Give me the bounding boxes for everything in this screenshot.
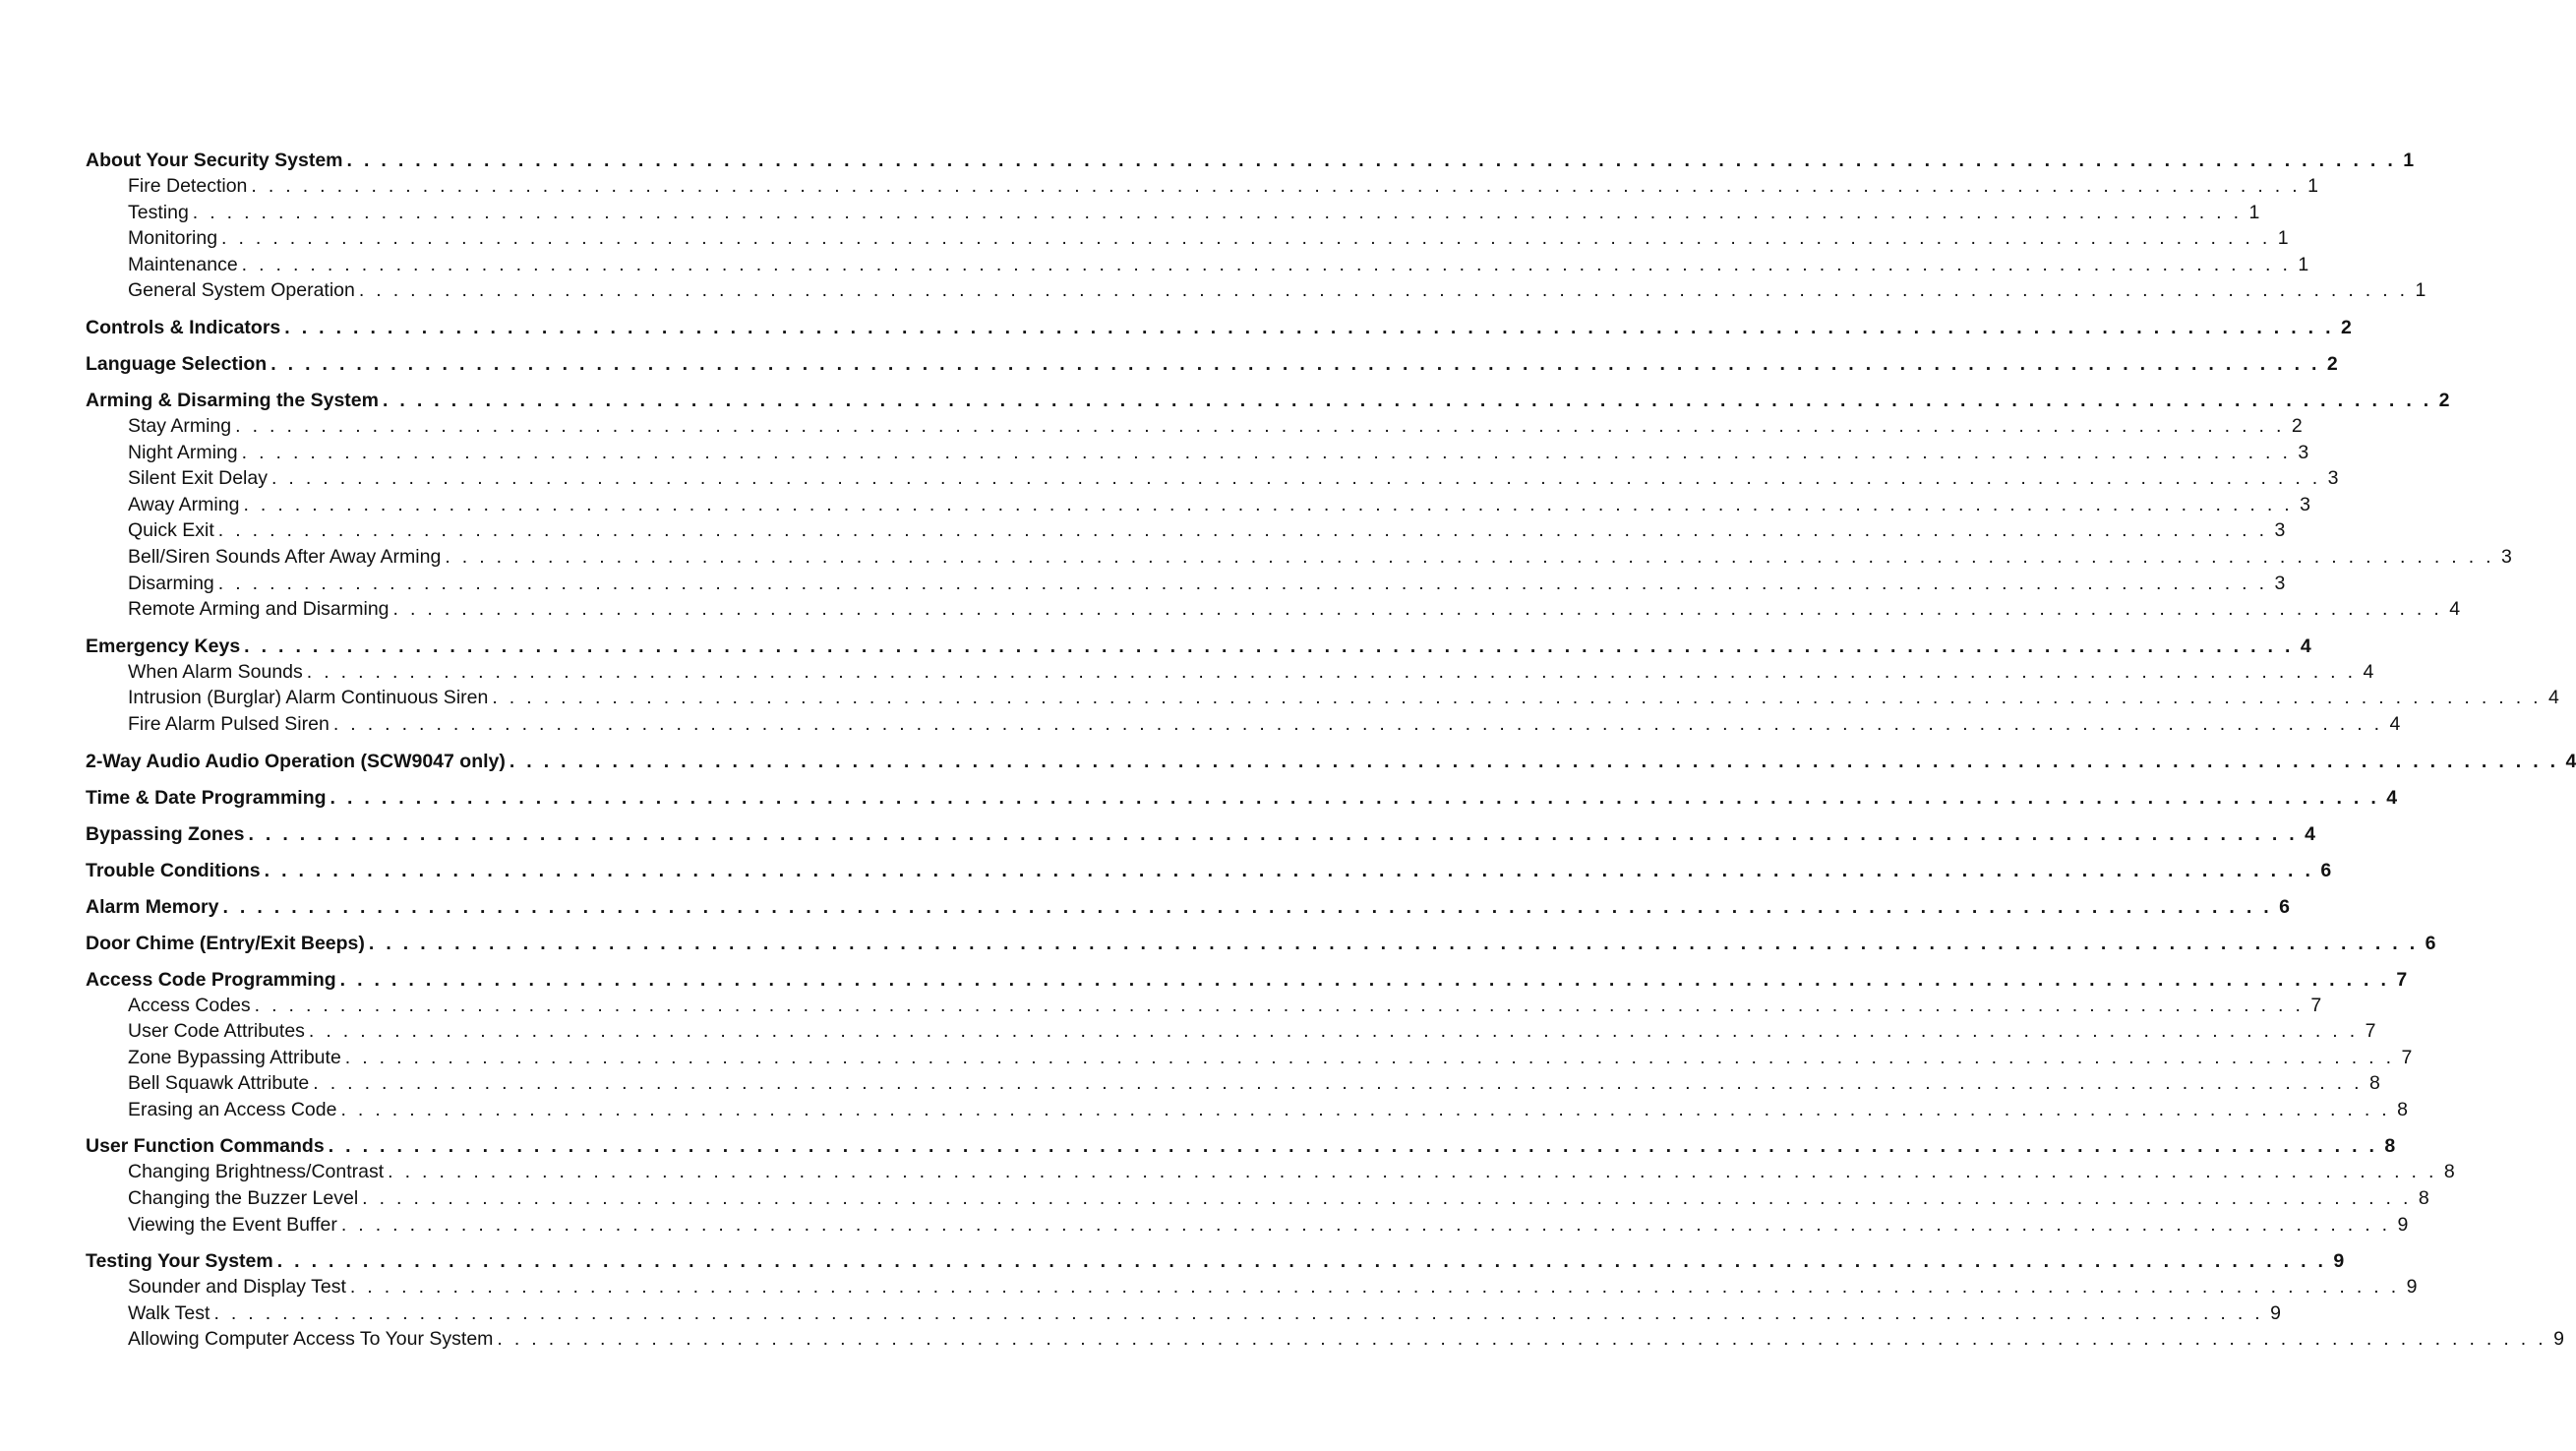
dot-leader: . . . . . . . . . . . . . . . . . . . . . . . . . . . . . . . . . . . . . . . . . . . . . . . . . . . . . . . . . . . . . . . . . . . . . . . . . . . . . . . . . . . . . . . . . . . . . . . . . . . . . . . . . . . . . . . . . . . . . . . .: [392, 598, 2443, 621]
toc-page-number: 4: [2386, 786, 2398, 809]
toc-entry-title: Bell/Siren Sounds After Away Arming: [128, 545, 442, 568]
toc-entry-title: Bypassing Zones: [86, 822, 245, 845]
toc-section-entry: [86, 967, 2408, 993]
toc-subsection-entry: [86, 1212, 2409, 1239]
toc-section-entry: [86, 858, 2332, 883]
toc-entry-title: When Alarm Sounds: [128, 660, 303, 683]
dot-leader: . . . . . . . . . . . . . . . . . . . . . . . . . . . . . . . . . . . . . . . . . . . . . . . . . . . . . . . . . . . . . . . . . . . . . . . . . . . . . . . . . . . . . . . . . . . . . . . . . . . . . . . . . . . . . . . . . . . . . . . .: [213, 1301, 2263, 1324]
toc-subsection-entry: [86, 659, 2374, 686]
toc-section-entry: [86, 1248, 2345, 1274]
toc-entry-title: Allowing Computer Access To Your System: [128, 1328, 494, 1351]
toc-page-number: 7: [2401, 1046, 2413, 1068]
toc-section: [86, 858, 2332, 883]
toc-entry-title: Stay Arming: [128, 414, 232, 437]
toc-entry-title: Changing Brightness/Contrast: [128, 1161, 385, 1183]
dot-leader: . . . . . . . . . . . . . . . . . . . . . . . . . . . . . . . . . . . . . . . . . . . . . . . . . . . . . . . . . . . . . . . . . . . . . . . . . . . . . . . . . . . . . . . . . . . . . . . . . . . . . . . . . . . . . . . . . . . . . . . .: [241, 441, 2292, 463]
toc-entry-title: Monitoring: [128, 227, 218, 250]
dot-leader: . . . . . . . . . . . . . . . . . . . . . . . . . . . . . . . . . . . . . . . . . . . . . . . . . . . . . . . . . . . . . . . . . . . . . . . . . . . . . . . . . . . . . . . . . . . . . . . . . . . . . . . . . . . . . . . . . . . . . . . .: [254, 994, 2305, 1016]
toc-subsection-entry: [86, 1185, 2429, 1212]
toc-entry-title: Testing Your System: [86, 1250, 273, 1273]
toc-entry-title: Away Arming: [128, 493, 240, 515]
toc-subsection-entry: [86, 685, 2559, 711]
toc-subsection-entry: [86, 1097, 2408, 1123]
toc-page-number: 4: [2305, 822, 2316, 845]
toc-section: [86, 967, 2413, 1123]
toc-subsection-entry: [86, 544, 2512, 571]
toc-page-number: 1: [2415, 279, 2426, 302]
toc-subsection-entry: [86, 440, 2309, 466]
dot-leader: . . . . . . . . . . . . . . . . . . . . . . . . . . . . . . . . . . . . . . . . . . . . . . . . . . . . . . . . . . . . . . . . . . . . . . . . . . . . . . . . . . . . . . . . . . . . . . . . . . . . . . . . . . . . . . . . . . . . . . . .: [362, 1187, 2412, 1210]
dot-leader: . . . . . . . . . . . . . . . . . . . . . . . . . . . . . . . . . . . . . . . . . . . . . . . . . . . . . . . . . . . . . . . . . . . . . . . . . . . . . . . . . . . . . . . . . . . . . . . . . . . . . . . . . . . . . . . . . . . . . . . .: [241, 253, 2292, 275]
toc-entry-title: 2-Way Audio Audio Operation (SCW9047 only): [86, 750, 506, 772]
toc-page-number: 4: [2449, 598, 2461, 621]
toc-subsection-entry: [86, 465, 2339, 492]
toc-section-entry: [86, 1133, 2396, 1159]
toc-page-number: 3: [2274, 572, 2286, 594]
dot-leader: . . . . . . . . . . . . . . . . . . . . . . . . . . . . . . . . . . . . . . . . . . . . . . . . . . . . . . . . . . . . . . . . . . . . . . . . . . . . . . . . . . . . . . . . . . . . . . . . . . . . . . . . . . . . . . . . . . . . . . . .: [349, 1276, 2400, 1299]
toc-page-number: 9: [2553, 1328, 2564, 1351]
toc-entry-title: User Function Commands: [86, 1135, 325, 1158]
dot-leader: . . . . . . . . . . . . . . . . . . . . . . . . . . . . . . . . . . . . . . . . . . . . . . . . . . . . . . . . . . . . . . . . . . . . . . . . . . . . . . . . . . . . . . . . . . . . . . . . . . . . . . . . . . . . . . . . . . . . . . . .: [358, 279, 2409, 302]
toc-entry-title: Night Arming: [128, 441, 238, 463]
dot-leader: . . . . . . . . . . . . . . . . . . . . . . . . . . . . . . . . . . . . . . . . . . . . . . . . . . . . . . . . . . . . . . . . . . . . . . . . . . . . . . . . . . . . . . . . . . . . . . . . . . . . . . . . . . . . . . . . . . . . . . . .: [217, 572, 2268, 594]
toc-section: [86, 315, 2352, 340]
toc-section: [86, 634, 2559, 738]
toc-page-number: 9: [2333, 1250, 2345, 1273]
toc-entry-title: Sounder and Display Test: [128, 1276, 346, 1299]
toc-entry-title: Walk Test: [128, 1301, 210, 1324]
toc-page-number: 3: [2298, 441, 2309, 463]
toc-section-entry: [86, 634, 2311, 659]
toc-entry-title: Quick Exit: [128, 519, 214, 542]
toc-page-number: 2: [2340, 316, 2352, 338]
toc-entry-title: Emergency Keys: [86, 635, 241, 657]
toc-entry-title: Erasing an Access Code: [128, 1098, 337, 1120]
dot-leader: . . . . . . . . . . . . . . . . . . . . . . . . . . . . . . . . . . . . . . . . . . . . . . . . . . . . . . . . . . . . . . . . . . . . . . . . . . . . . . . . . . . . . . . . . . . . . . . . . . . . . . . . . . . . . . . . . . . . . . . .: [340, 1213, 2391, 1236]
dot-leader: . . . . . . . . . . . . . . . . . . . . . . . . . . . . . . . . . . . . . . . . . . . . . . . . . . . . . . . . . . . . . . . . . . . . . . . . . . . . . . . . . . . . . . . . . . . . . . . . . . . . . . . . . . . . . . . . . . . . . . . .: [308, 1020, 2359, 1043]
toc-entry-title: Maintenance: [128, 253, 238, 275]
dot-leader: . . . . . . . . . . . . . . . . . . . . . . . . . . . . . . . . . . . . . . . . . . . . . . . . . . . . . . . . . . . . . . . . . . . . . . . . . . . . . . . . . . . . . . . . . . . . . . . . . . . . . . . . . . . . . . . . . . . . . . . .: [264, 859, 2314, 881]
dot-leader: . . . . . . . . . . . . . . . . . . . . . . . . . . . . . . . . . . . . . . . . . . . . . . . . . . . . . . . . . . . . . . . . . . . . . . . . . . . . . . . . . . . . . . . . . . . . . . . . . . . . . . . . . . . . . . . . . . . . . . . .: [445, 545, 2494, 568]
toc-subsection-entry: [86, 413, 2303, 440]
toc-entry-title: About Your Security System: [86, 150, 343, 171]
dot-leader: . . . . . . . . . . . . . . . . . . . . . . . . . . . . . . . . . . . . . . . . . . . . . . . . . . . . . . . . . . . . . . . . . . . . . . . . . . . . . . . . . . . . . . . . . . . . . . . . . . . . . . . . . . . . . . . . . . . . . . . .: [270, 467, 2321, 490]
dot-leader: . . . . . . . . . . . . . . . . . . . . . . . . . . . . . . . . . . . . . . . . . . . . . . . . . . . . . . . . . . . . . . . . . . . . . . . . . . . . . . . . . . . . . . . . . . . . . . . . . . . . . . . . . . . . . . . . . . . . . . . .: [329, 786, 2380, 809]
toc-entry-title: Intrusion (Burglar) Alarm Continuous Siren: [128, 687, 489, 709]
dot-leader: . . . . . . . . . . . . . . . . . . . . . . . . . . . . . . . . . . . . . . . . . . . . . . . . . . . . . . . . . . . . . . . . . . . . . . . . . . . . . . . . . . . . . . . . . . . . . . . . . . . . . . . . . . . . . . . . . . . . . . . .: [509, 750, 2559, 772]
toc-page-number: 7: [2310, 994, 2322, 1016]
toc-entry-title: Fire Detection: [128, 175, 248, 197]
toc-entry-title: Bell Squawk Attribute: [128, 1072, 310, 1095]
toc-section-entry: [86, 148, 2415, 173]
toc-section: [86, 894, 2291, 920]
toc-page-number: 8: [2384, 1135, 2396, 1158]
dot-leader: . . . . . . . . . . . . . . . . . . . . . . . . . . . . . . . . . . . . . . . . . . . . . . . . . . . . . . . . . . . . . . . . . . . . . . . . . . . . . . . . . . . . . . . . . . . . . . . . . . . . . . . . . . . . . . . . . . . . . . . .: [306, 660, 2357, 683]
toc-page-number: 8: [2418, 1187, 2429, 1210]
toc-section-entry: [86, 388, 2450, 413]
toc-section-entry: [86, 821, 2316, 847]
toc-entry-title: Arming & Disarming the System: [86, 389, 379, 411]
toc-page-number: 6: [2320, 859, 2332, 881]
toc-section-entry: [86, 351, 2338, 377]
toc-entry-title: User Code Attributes: [128, 1020, 305, 1043]
toc-entry-title: Access Codes: [128, 994, 251, 1016]
toc-page-number: 4: [2363, 660, 2374, 683]
toc-subsection-entry: [86, 1274, 2418, 1300]
toc-subsection-entry: [86, 1326, 2564, 1353]
toc-subsection-entry: [86, 596, 2461, 623]
toc-page-number: 8: [2397, 1098, 2408, 1120]
dot-leader: . . . . . . . . . . . . . . . . . . . . . . . . . . . . . . . . . . . . . . . . . . . . . . . . . . . . . . . . . . . . . . . . . . . . . . . . . . . . . . . . . . . . . . . . . . . . . . . . . . . . . . . . . . . . . . . . . . . . . . . .: [276, 1250, 2327, 1273]
toc-subsection-entry: [86, 1070, 2380, 1097]
toc-section: [86, 148, 2426, 304]
toc-section-entry: [86, 931, 2436, 956]
dot-leader: . . . . . . . . . . . . . . . . . . . . . . . . . . . . . . . . . . . . . . . . . . . . . . . . . . . . . . . . . . . . . . . . . . . . . . . . . . . . . . . . . . . . . . . . . . . . . . . . . . . . . . . . . . . . . . . . . . . . . . . .: [368, 932, 2419, 954]
dot-leader: . . . . . . . . . . . . . . . . . . . . . . . . . . . . . . . . . . . . . . . . . . . . . . . . . . . . . . . . . . . . . . . . . . . . . . . . . . . . . . . . . . . . . . . . . . . . . . . . . . . . . . . . . . . . . . . . . . . . . . . .: [340, 1098, 2390, 1120]
dot-leader: . . . . . . . . . . . . . . . . . . . . . . . . . . . . . . . . . . . . . . . . . . . . . . . . . . . . . . . . . . . . . . . . . . . . . . . . . . . . . . . . . . . . . . . . . . . . . . . . . . . . . . . . . . . . . . . . . . . . . . . .: [344, 1046, 2395, 1068]
toc-entry-title: Door Chime (Entry/Exit Beeps): [86, 932, 365, 954]
toc-page-number: 7: [2396, 968, 2408, 991]
dot-leader: . . . . . . . . . . . . . . . . . . . . . . . . . . . . . . . . . . . . . . . . . . . . . . . . . . . . . . . . . . . . . . . . . . . . . . . . . . . . . . . . . . . . . . . . . . . . . . . . . . . . . . . . . . . . . . . . . . . . . . . .: [244, 635, 2294, 657]
toc-section-entry: [86, 894, 2291, 920]
toc-subsection-entry: [86, 1300, 2281, 1327]
toc-subsection-entry: [86, 1018, 2376, 1045]
toc-page-number: 2: [2291, 414, 2303, 437]
dot-leader: . . . . . . . . . . . . . . . . . . . . . . . . . . . . . . . . . . . . . . . . . . . . . . . . . . . . . . . . . . . . . . . . . . . . . . . . . . . . . . . . . . . . . . . . . . . . . . . . . . . . . . . . . . . . . . . . . . . . . . . .: [492, 687, 2542, 709]
toc-page-number: 1: [2403, 150, 2415, 171]
toc-section: [86, 785, 2398, 811]
dot-leader: . . . . . . . . . . . . . . . . . . . . . . . . . . . . . . . . . . . . . . . . . . . . . . . . . . . . . . . . . . . . . . . . . . . . . . . . . . . . . . . . . . . . . . . . . . . . . . . . . . . . . . . . . . . . . . . . . . . . . . . .: [270, 352, 2320, 375]
toc-section: [86, 1248, 2564, 1353]
toc-page-number: 3: [2274, 519, 2286, 542]
toc-subsection-entry: [86, 173, 2318, 200]
toc-page-number: 3: [2300, 493, 2310, 515]
dot-leader: . . . . . . . . . . . . . . . . . . . . . . . . . . . . . . . . . . . . . . . . . . . . . . . . . . . . . . . . . . . . . . . . . . . . . . . . . . . . . . . . . . . . . . . . . . . . . . . . . . . . . . . . . . . . . . . . . . . . . . . .: [346, 150, 2397, 171]
dot-leader: . . . . . . . . . . . . . . . . . . . . . . . . . . . . . . . . . . . . . . . . . . . . . . . . . . . . . . . . . . . . . . . . . . . . . . . . . . . . . . . . . . . . . . . . . . . . . . . . . . . . . . . . . . . . . . . . . . . . . . . .: [222, 895, 2273, 918]
toc-section: [86, 749, 2576, 774]
toc-page-number: 8: [2443, 1161, 2455, 1183]
toc-subsection-entry: [86, 1045, 2413, 1071]
dot-leader: . . . . . . . . . . . . . . . . . . . . . . . . . . . . . . . . . . . . . . . . . . . . . . . . . . . . . . . . . . . . . . . . . . . . . . . . . . . . . . . . . . . . . . . . . . . . . . . . . . . . . . . . . . . . . . . . . . . . . . . .: [251, 175, 2301, 197]
toc-subsection-entry: [86, 252, 2309, 278]
toc-page-number: 1: [2298, 253, 2309, 275]
toc-page-number: 9: [2406, 1276, 2418, 1299]
dot-leader: . . . . . . . . . . . . . . . . . . . . . . . . . . . . . . . . . . . . . . . . . . . . . . . . . . . . . . . . . . . . . . . . . . . . . . . . . . . . . . . . . . . . . . . . . . . . . . . . . . . . . . . . . . . . . . . . . . . . . . . .: [217, 519, 2268, 542]
toc-page-number: 3: [2327, 467, 2339, 490]
dot-leader: . . . . . . . . . . . . . . . . . . . . . . . . . . . . . . . . . . . . . . . . . . . . . . . . . . . . . . . . . . . . . . . . . . . . . . . . . . . . . . . . . . . . . . . . . . . . . . . . . . . . . . . . . . . . . . . . . . . . . . . .: [284, 316, 2334, 338]
dot-leader: . . . . . . . . . . . . . . . . . . . . . . . . . . . . . . . . . . . . . . . . . . . . . . . . . . . . . . . . . . . . . . . . . . . . . . . . . . . . . . . . . . . . . . . . . . . . . . . . . . . . . . . . . . . . . . . . . . . . . . . .: [248, 822, 2299, 845]
toc-entry-title: Remote Arming and Disarming: [128, 598, 389, 621]
dot-leader: . . . . . . . . . . . . . . . . . . . . . . . . . . . . . . . . . . . . . . . . . . . . . . . . . . . . . . . . . . . . . . . . . . . . . . . . . . . . . . . . . . . . . . . . . . . . . . . . . . . . . . . . . . . . . . . . . . . . . . . .: [192, 201, 2243, 223]
toc-page-number: 4: [2548, 687, 2559, 709]
toc-entry-title: Controls & Indicators: [86, 316, 281, 338]
toc-page-number: 1: [2277, 227, 2289, 250]
toc-section: [86, 351, 2338, 377]
toc-entry-title: Alarm Memory: [86, 895, 219, 918]
toc-subsection-entry: [86, 711, 2401, 738]
toc-entry-title: Language Selection: [86, 352, 268, 375]
toc-entry-title: Disarming: [128, 572, 214, 594]
dot-leader: . . . . . . . . . . . . . . . . . . . . . . . . . . . . . . . . . . . . . . . . . . . . . . . . . . . . . . . . . . . . . . . . . . . . . . . . . . . . . . . . . . . . . . . . . . . . . . . . . . . . . . . . . . . . . . . . . . . . . . . .: [235, 414, 2285, 437]
dot-leader: . . . . . . . . . . . . . . . . . . . . . . . . . . . . . . . . . . . . . . . . . . . . . . . . . . . . . . . . . . . . . . . . . . . . . . . . . . . . . . . . . . . . . . . . . . . . . . . . . . . . . . . . . . . . . . . . . . . . . . . .: [328, 1135, 2378, 1158]
toc-subsection-entry: [86, 517, 2286, 544]
dot-leader: . . . . . . . . . . . . . . . . . . . . . . . . . . . . . . . . . . . . . . . . . . . . . . . . . . . . . . . . . . . . . . . . . . . . . . . . . . . . . . . . . . . . . . . . . . . . . . . . . . . . . . . . . . . . . . . . . . . . . . . .: [388, 1161, 2437, 1183]
toc-subsection-entry: [86, 1159, 2455, 1185]
dot-leader: . . . . . . . . . . . . . . . . . . . . . . . . . . . . . . . . . . . . . . . . . . . . . . . . . . . . . . . . . . . . . . . . . . . . . . . . . . . . . . . . . . . . . . . . . . . . . . . . . . . . . . . . . . . . . . . . . . . . . . . .: [313, 1072, 2363, 1095]
toc-entry-title: Zone Bypassing Attribute: [128, 1046, 341, 1068]
toc-entry-title: Trouble Conditions: [86, 859, 261, 881]
toc-subsection-entry: [86, 571, 2286, 597]
toc-page-number: 4: [2300, 635, 2311, 657]
dot-leader: . . . . . . . . . . . . . . . . . . . . . . . . . . . . . . . . . . . . . . . . . . . . . . . . . . . . . . . . . . . . . . . . . . . . . . . . . . . . . . . . . . . . . . . . . . . . . . . . . . . . . . . . . . . . . . . . . . . . . . . .: [382, 389, 2432, 411]
toc-entry-title: Changing the Buzzer Level: [128, 1187, 359, 1210]
toc-entry-title: Access Code Programming: [86, 968, 336, 991]
toc-page-number: 2: [2438, 389, 2450, 411]
dot-leader: . . . . . . . . . . . . . . . . . . . . . . . . . . . . . . . . . . . . . . . . . . . . . . . . . . . . . . . . . . . . . . . . . . . . . . . . . . . . . . . . . . . . . . . . . . . . . . . . . . . . . . . . . . . . . . . . . . . . . . . .: [221, 227, 2271, 250]
toc-page-number: 4: [2565, 750, 2576, 772]
toc-section-entry: [86, 315, 2352, 340]
toc-section-entry: [86, 749, 2576, 774]
toc-entry-title: Fire Alarm Pulsed Siren: [128, 712, 329, 735]
dot-leader: . . . . . . . . . . . . . . . . . . . . . . . . . . . . . . . . . . . . . . . . . . . . . . . . . . . . . . . . . . . . . . . . . . . . . . . . . . . . . . . . . . . . . . . . . . . . . . . . . . . . . . . . . . . . . . . . . . . . . . . .: [332, 712, 2383, 735]
toc-subsection-entry: [86, 200, 2260, 226]
toc-entry-title: Time & Date Programming: [86, 786, 327, 809]
toc-page-number: 9: [2270, 1301, 2281, 1324]
toc-page-number: 6: [2425, 932, 2436, 954]
toc-page-number: 4: [2389, 712, 2401, 735]
toc-section: [86, 931, 2436, 956]
toc-entry-title: Silent Exit Delay: [128, 467, 268, 490]
dot-leader: . . . . . . . . . . . . . . . . . . . . . . . . . . . . . . . . . . . . . . . . . . . . . . . . . . . . . . . . . . . . . . . . . . . . . . . . . . . . . . . . . . . . . . . . . . . . . . . . . . . . . . . . . . . . . . . . . . . . . . . .: [243, 493, 2293, 515]
toc-page-number: 7: [2365, 1020, 2376, 1043]
table-of-contents: [86, 148, 2576, 1363]
toc-section: [86, 821, 2316, 847]
toc-section-entry: [86, 785, 2398, 811]
toc-subsection-entry: [86, 492, 2310, 518]
toc-section: [86, 1133, 2455, 1238]
toc-page-number: 9: [2397, 1213, 2409, 1236]
dot-leader: . . . . . . . . . . . . . . . . . . . . . . . . . . . . . . . . . . . . . . . . . . . . . . . . . . . . . . . . . . . . . . . . . . . . . . . . . . . . . . . . . . . . . . . . . . . . . . . . . . . . . . . . . . . . . . . . . . . . . . . .: [497, 1328, 2546, 1351]
toc-subsection-entry: [86, 277, 2426, 304]
toc-entry-title: Viewing the Event Buffer: [128, 1213, 337, 1236]
toc-page-number: 2: [2326, 352, 2338, 375]
toc-entry-title: General System Operation: [128, 279, 355, 302]
toc-page-number: 1: [2307, 175, 2318, 197]
toc-page-number: 6: [2279, 895, 2291, 918]
toc-page-number: 3: [2501, 545, 2512, 568]
toc-page-number: 8: [2368, 1072, 2380, 1095]
toc-entry-title: Testing: [128, 201, 189, 223]
toc-page-number: 1: [2248, 201, 2260, 223]
toc-section: [86, 388, 2512, 623]
dot-leader: . . . . . . . . . . . . . . . . . . . . . . . . . . . . . . . . . . . . . . . . . . . . . . . . . . . . . . . . . . . . . . . . . . . . . . . . . . . . . . . . . . . . . . . . . . . . . . . . . . . . . . . . . . . . . . . . . . . . . . . .: [339, 968, 2390, 991]
toc-subsection-entry: [86, 993, 2322, 1019]
toc-subsection-entry: [86, 225, 2289, 252]
